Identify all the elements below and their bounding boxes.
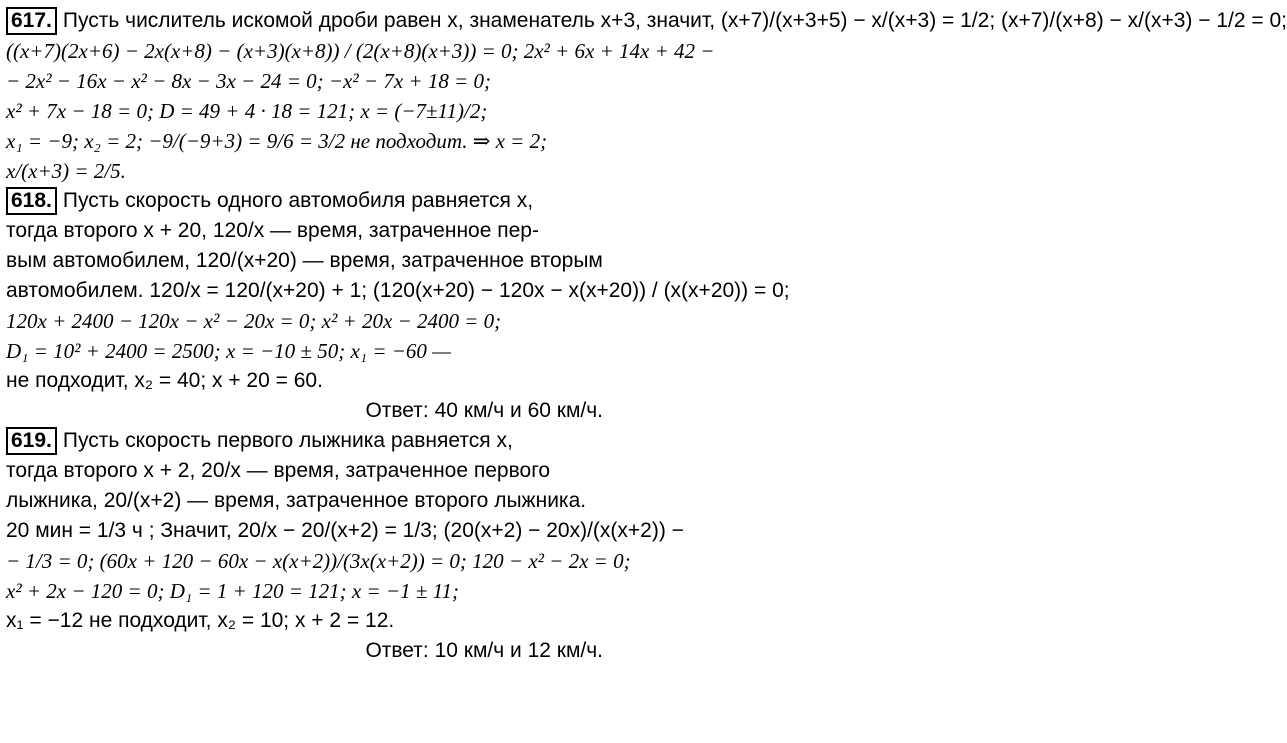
problem-617 xyxy=(6,6,1287,186)
problem-618-line-1 xyxy=(6,186,609,216)
problem-618-line-5: 120x + 2400 − 120x − x² − 20x = 0; x² + 20x − 2400 = 0; xyxy=(6,309,502,333)
problem-619-line-2: тогда второго x + 2, 20/x — время, затраченное первого xyxy=(6,459,551,482)
problem-619-line-5: − 1/3 = 0; (60x + 120 − 60x − x(x+2))/(3x(x+2)) = 0; 120 − x² − 2x = 0; xyxy=(6,549,631,573)
problem-617-line-6: x/(x+3) = 2/5. xyxy=(6,159,126,183)
problem-617-line-1 xyxy=(6,6,1287,36)
problem-619-line-4: 20 мин = 1/3 ч ; Значит, 20/x − 20/(x+2) = 1/3; (20(x+2) − 20x)/(x(x+2)) − xyxy=(6,519,684,542)
problem-619-line-6: x² + 2x − 120 = 0; D₁ = 1 + 120 = 121; x = −1 ± 11; xyxy=(6,579,460,603)
problem-618-line-2: тогда второго x + 20, 120/x — время, затраченное пер- xyxy=(6,219,539,242)
problem-618-text-1: Пусть скорость одного автомобиля равняется x, xyxy=(62,189,534,212)
problem-617-line-4: x² + 7x − 18 = 0; D = 49 + 4 · 18 = 121; x = (−7±11)/2; xyxy=(6,99,488,123)
problem-618-line-4: автомобилем. 120/x = 120/(x+20) + 1; (120(x+20) − 120x − x(x+20)) / (x(x+20)) = 0; xyxy=(6,279,790,302)
problem-619-line-1 xyxy=(6,426,609,456)
problem-617-line-3: − 2x² − 16x − x² − 8x − 3x − 24 = 0; −x² − 7x + 18 = 0; xyxy=(6,69,491,93)
problem-618-number: 618. xyxy=(6,187,57,215)
problem-619-text-1: Пусть скорость первого лыжника равняется x, xyxy=(62,429,513,452)
problem-619 xyxy=(6,426,684,666)
problem-619-line-7: x₁ = −12 не подходит, x₂ = 10; x + 2 = 12. xyxy=(6,609,395,632)
problem-618-line-7: не подходит, x₂ = 40; x + 20 = 60. xyxy=(6,369,323,392)
problem-618 xyxy=(6,186,790,426)
problem-617-text-1: Пусть числитель искомой дроби равен x, знаменатель x+3, значит, (x+7)/(x+3+5) − x/(x+3) = 1/2; (x+7)/(x+8) − x/(x+3) − 1/2 = 0; xyxy=(62,9,1287,32)
problem-618-line-3: вым автомобилем, 120/(x+20) — время, затраченное вторым xyxy=(6,249,603,272)
problem-617-number: 617. xyxy=(6,7,57,35)
problem-619-line-3: лыжника, 20/(x+2) — время, затраченное второго лыжника. xyxy=(6,489,587,512)
problem-618-answer: Ответ: 40 км/ч и 60 км/ч. xyxy=(365,399,603,422)
problem-619-number: 619. xyxy=(6,427,57,455)
problem-617-line-5: x₁ = −9; x₂ = 2; −9/(−9+3) = 9/6 = 3/2 не подходит. ⇒ x = 2; xyxy=(6,129,548,153)
problem-619-answer: Ответ: 10 км/ч и 12 км/ч. xyxy=(365,639,603,662)
problem-617-line-2: ((x+7)(2x+6) − 2x(x+8) − (x+3)(x+8)) / (2(x+8)(x+3)) = 0; 2x² + 6x + 14x + 42 − xyxy=(6,39,715,63)
problem-618-line-6: D₁ = 10² + 2400 = 2500; x = −10 ± 50; x₁ = −60 — xyxy=(6,339,451,363)
